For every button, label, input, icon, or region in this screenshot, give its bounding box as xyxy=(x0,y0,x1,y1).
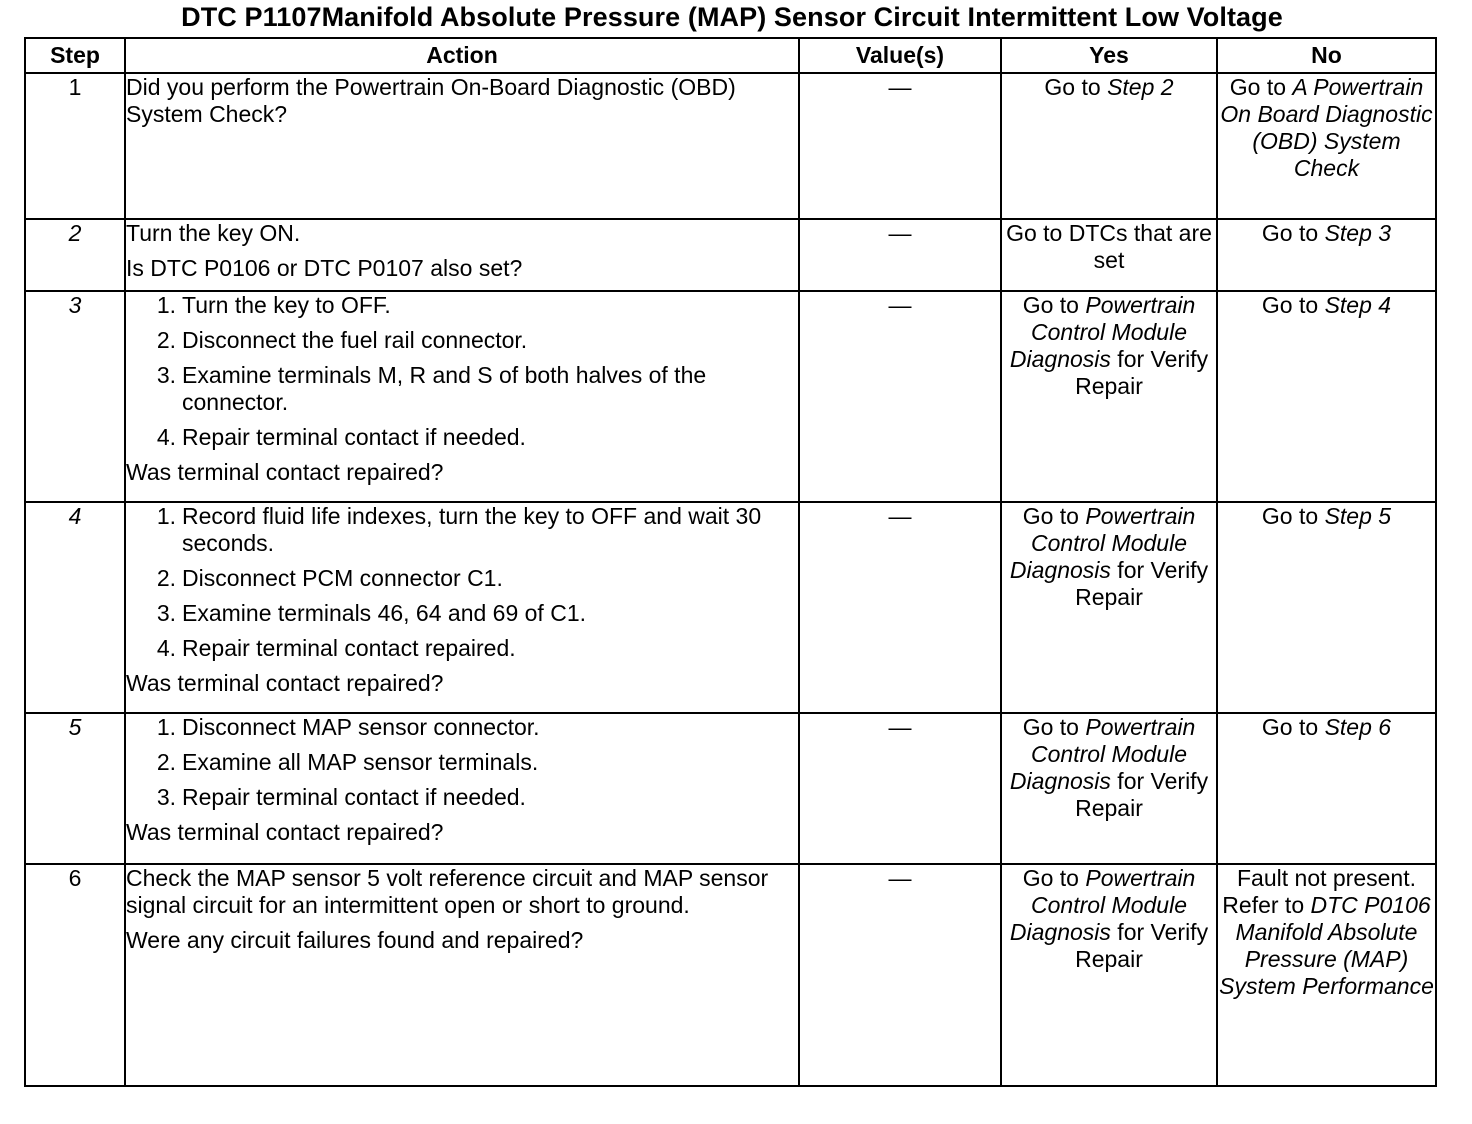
action-question: Is DTC P0106 or DTC P0107 also set? xyxy=(126,255,523,281)
table-row xyxy=(25,73,1436,219)
step-number: 3 xyxy=(25,291,125,502)
item-number: 1. xyxy=(156,714,176,740)
item-text: Disconnect PCM connector C1. xyxy=(182,565,503,591)
step-number: 6 xyxy=(25,864,125,1086)
table-header-row xyxy=(25,38,1436,73)
item-number: 2. xyxy=(156,327,176,353)
yes-cell xyxy=(1001,864,1217,1086)
item-text: Disconnect MAP sensor connector. xyxy=(182,714,540,740)
yes-cell xyxy=(1001,713,1217,864)
step-number: 1 xyxy=(25,73,125,219)
action-question: Was terminal contact repaired? xyxy=(126,670,444,696)
item-text: Record fluid life indexes, turn the key to OFF and wait 30 seconds. xyxy=(182,503,762,556)
action-cell xyxy=(125,73,799,219)
action-text: Did you perform the Powertrain On-Board Diagnostic (OBD) System Check? xyxy=(126,74,736,127)
item-number: 2. xyxy=(156,565,176,591)
item-text: Repair terminal contact if needed. xyxy=(182,784,526,810)
table-row xyxy=(25,864,1436,1086)
no-link-text: A Powertrain On Board Diagnostic (OBD) System Check xyxy=(1220,74,1433,181)
header-no: No xyxy=(1217,38,1436,73)
table-row xyxy=(25,502,1436,713)
no-prefix: Go to xyxy=(1261,714,1325,740)
list-item xyxy=(126,292,798,319)
no-link-text: DTC P0106 Manifold Absolute Pressure (MAP) System Performance xyxy=(1219,892,1434,999)
yes-suffix: for Verify Repair xyxy=(1075,919,1209,972)
value-cell: — xyxy=(799,219,1001,291)
yes-cell xyxy=(1001,291,1217,502)
no-link-text: Step 4 xyxy=(1324,292,1392,318)
procedure-list xyxy=(126,292,798,451)
yes-cell: Go to DTCs that are set xyxy=(1001,219,1217,291)
diagnostic-table xyxy=(24,37,1437,1087)
item-text: Disconnect the fuel rail connector. xyxy=(182,327,528,353)
action-cell xyxy=(125,713,799,864)
procedure-list xyxy=(126,714,798,811)
no-cell xyxy=(1217,502,1436,713)
step-number: 5 xyxy=(25,713,125,864)
item-number: 1. xyxy=(156,503,176,529)
table-row xyxy=(25,219,1436,291)
yes-link-text: Powertrain Control Module Diagnosis xyxy=(1009,714,1196,794)
action-text: Check the MAP sensor 5 volt reference circuit and MAP sensor signal circuit for an intermittent open or short to ground. xyxy=(126,865,769,918)
no-link-text: Step 5 xyxy=(1324,503,1392,529)
action-question: Was terminal contact repaired? xyxy=(126,819,444,845)
action-question: Was terminal contact repaired? xyxy=(126,459,444,485)
action-text: Turn the key ON. xyxy=(126,220,301,246)
procedure-list xyxy=(126,503,798,662)
list-item xyxy=(126,714,798,741)
action-cell xyxy=(125,502,799,713)
list-item xyxy=(126,424,798,451)
table-row xyxy=(25,291,1436,502)
no-cell xyxy=(1217,864,1436,1086)
no-prefix: Fault not present. Refer to xyxy=(1222,865,1416,918)
header-values: Value(s) xyxy=(799,38,1001,73)
yes-link-text: Powertrain Control Module Diagnosis xyxy=(1009,292,1196,372)
value-cell: — xyxy=(799,291,1001,502)
item-number: 2. xyxy=(156,749,176,775)
yes-prefix: Go to xyxy=(1044,74,1108,100)
no-cell xyxy=(1217,713,1436,864)
no-link-text: Step 6 xyxy=(1324,714,1392,740)
yes-prefix: Go to xyxy=(1022,503,1086,529)
no-prefix: Go to xyxy=(1229,74,1293,100)
yes-prefix: Go to xyxy=(1022,865,1086,891)
no-prefix: Go to xyxy=(1261,503,1325,529)
item-text: Examine terminals M, R and S of both halves of the connector. xyxy=(182,362,707,415)
item-text: Examine all MAP sensor terminals. xyxy=(182,749,539,775)
no-cell xyxy=(1217,219,1436,291)
item-text: Repair terminal contact repaired. xyxy=(182,635,516,661)
step-number: 2 xyxy=(25,219,125,291)
item-number: 3. xyxy=(156,784,176,810)
action-cell xyxy=(125,219,799,291)
list-item xyxy=(126,565,798,592)
no-cell xyxy=(1217,73,1436,219)
step-number: 4 xyxy=(25,502,125,713)
action-cell xyxy=(125,291,799,502)
header-step: Step xyxy=(25,38,125,73)
yes-suffix: for Verify Repair xyxy=(1075,346,1209,399)
table-row xyxy=(25,713,1436,864)
item-text: Examine terminals 46, 64 and 69 of C1. xyxy=(182,600,587,626)
item-number: 4. xyxy=(156,424,176,450)
no-link-text: Step 3 xyxy=(1324,220,1392,246)
value-cell: — xyxy=(799,864,1001,1086)
yes-cell xyxy=(1001,73,1217,219)
list-item xyxy=(126,600,798,627)
no-prefix: Go to xyxy=(1261,292,1325,318)
no-cell xyxy=(1217,291,1436,502)
list-item xyxy=(126,503,798,557)
item-text: Turn the key to OFF. xyxy=(182,292,391,318)
no-prefix: Go to xyxy=(1261,220,1325,246)
yes-link-text: Powertrain Control Module Diagnosis xyxy=(1009,503,1196,583)
item-number: 3. xyxy=(156,600,176,626)
yes-suffix: for Verify Repair xyxy=(1075,768,1209,821)
page-title: DTC P1107Manifold Absolute Pressure (MAP) Sensor Circuit Intermittent Low Voltage xyxy=(181,2,1283,32)
value-cell: — xyxy=(799,502,1001,713)
header-yes: Yes xyxy=(1001,38,1217,73)
value-cell: — xyxy=(799,73,1001,219)
action-cell xyxy=(125,864,799,1086)
item-number: 4. xyxy=(156,635,176,661)
list-item xyxy=(126,749,798,776)
yes-link-text: Step 2 xyxy=(1107,74,1174,100)
item-text: Repair terminal contact if needed. xyxy=(182,424,526,450)
yes-prefix: Go to xyxy=(1022,292,1086,318)
yes-cell xyxy=(1001,502,1217,713)
header-action: Action xyxy=(125,38,799,73)
list-item xyxy=(126,362,798,416)
action-question: Were any circuit failures found and repaired? xyxy=(126,927,584,953)
yes-link-text: Powertrain Control Module Diagnosis xyxy=(1009,865,1196,945)
value-cell: — xyxy=(799,713,1001,864)
yes-suffix: for Verify Repair xyxy=(1075,557,1209,610)
yes-prefix: Go to xyxy=(1022,714,1086,740)
list-item xyxy=(126,327,798,354)
item-number: 3. xyxy=(156,362,176,388)
list-item xyxy=(126,635,798,662)
item-number: 1. xyxy=(156,292,176,318)
list-item xyxy=(126,784,798,811)
